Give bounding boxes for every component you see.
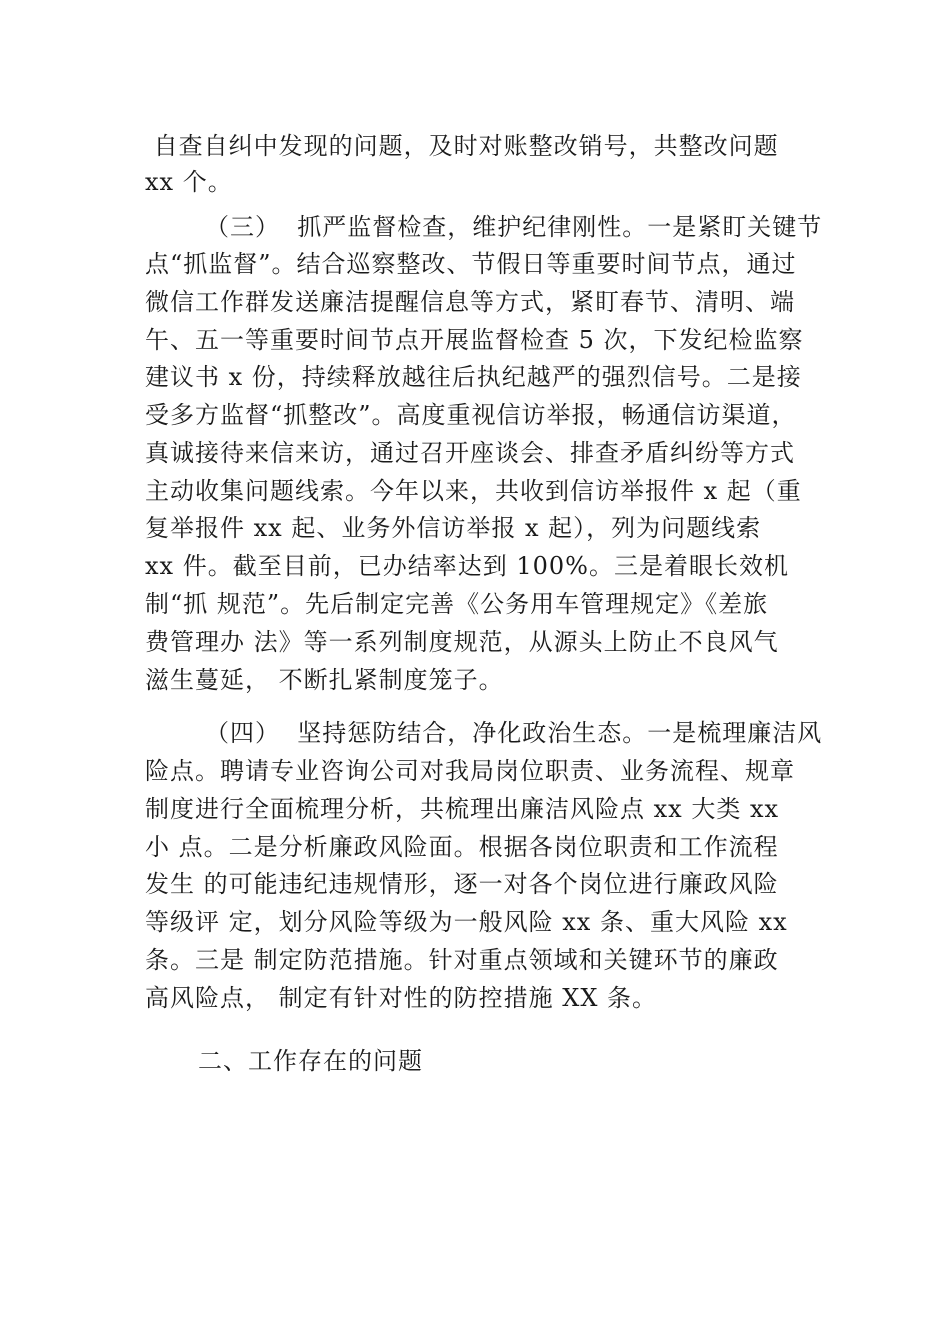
- text-line: 条。三是 制定防范措施。针对重点领域和关键环节的廉政: [145, 946, 779, 974]
- section-heading-2: 二、工作存在的问题: [198, 1047, 423, 1075]
- text-line: 复举报件 xx 起、业务外信访举报 x 起），列为问题线索: [145, 514, 762, 542]
- text-line: 建议书 x 份，持续释放越往后执纪越严的强烈信号。二是接: [145, 363, 802, 391]
- section-heading-3: （三） 抓严监督检查，维护纪律刚性。一是紧盯关键节: [205, 213, 823, 241]
- text-line: 险点。聘请专业咨询公司对我局岗位职责、业务流程、规章: [145, 757, 795, 785]
- text-line: 受多方监督“抓整改”。高度重视信访举报，畅通信访渠道，: [145, 401, 797, 429]
- text-line: 制度进行全面梳理分析，共梳理出廉洁风险点 xx 大类 xx: [145, 795, 780, 823]
- text-line: 滋生蔓延， 不断扎紧制度笼子。: [145, 666, 504, 694]
- text-line: 午、五一等重要时间节点开展监督检查 5 次，下发纪检监察: [145, 326, 804, 354]
- text-line: 高风险点， 制定有针对性的防控措施 XX 条。: [145, 984, 658, 1012]
- text-line: xx 个。: [145, 168, 233, 196]
- text-line: 等级评 定，划分风险等级为一般风险 xx 条、重大风险 xx: [145, 908, 788, 936]
- text-line: 自查自纠中发现的问题，及时对账整改销号，共整改问题: [145, 132, 779, 160]
- text-line: 主动收集问题线索。今年以来，共收到信访举报件 x 起（重: [145, 477, 802, 505]
- text-line: 微信工作群发送廉洁提醒信息等方式，紧盯春节、清明、端: [145, 288, 795, 316]
- text-line: 点“抓监督”。结合巡察整改、节假日等重要时间节点，通过: [145, 250, 797, 278]
- text-line: 费管理办 法》等一系列制度规范，从源头上防止不良风气: [145, 628, 779, 656]
- text-line: 发生 的可能违纪违规情形，逐一对各个岗位进行廉政风险: [145, 870, 779, 898]
- section-heading-4: （四） 坚持惩防结合，净化政治生态。一是梳理廉洁风: [205, 719, 823, 747]
- text-line: 小 点。二是分析廉政风险面。根据各岗位职责和工作流程: [145, 833, 779, 861]
- text-line: xx 件。截至目前，已办结率达到 100%。三是着眼长效机: [145, 552, 789, 580]
- text-line: 制“抓 规范”。先后制定完善《公务用车管理规定》《差旅: [145, 590, 769, 618]
- text-line: 真诚接待来信来访，通过召开座谈会、排查矛盾纠纷等方式: [145, 439, 795, 467]
